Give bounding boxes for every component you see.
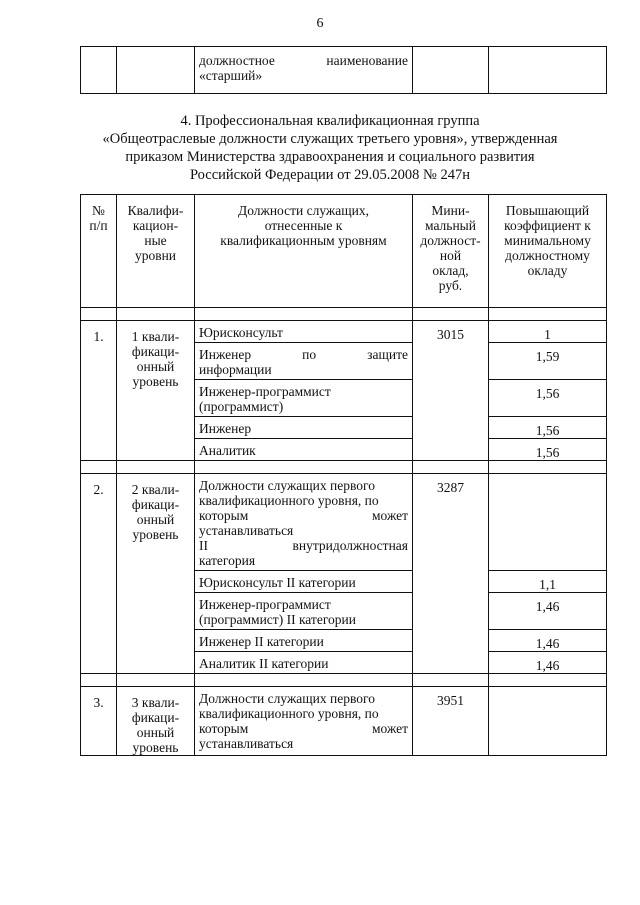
cell-line: устанавливаться [199,523,294,538]
spacer-cell [195,674,413,687]
section-heading [60,112,600,184]
qualification-level [117,321,195,461]
position-cell [195,687,413,756]
cell-line: квалификационным уровням [220,233,387,248]
heading-line: «Общеотраслевые должности служащих третьего уровня», утвержденная [102,131,558,147]
cell-line: Инженер [199,421,252,436]
cell-text: «старший» [199,68,263,83]
row-number: 2. [81,474,117,674]
qualification-table [80,194,607,756]
table-header-row [81,195,607,308]
heading-line: приказом Министерства здравоохранения и социального развития [125,149,535,165]
table-cell [195,47,413,94]
coefficient-cell [489,474,607,571]
table-cell [413,47,489,94]
cell-line: Инженер-программист [199,384,331,399]
cell-line: категория [199,553,256,568]
spacer-cell [413,461,489,474]
position-cell [195,652,413,674]
spacer-cell [81,461,117,474]
cell-line: уровни [134,248,177,263]
cell-line: устанавливаться [199,736,294,751]
position-cell [195,474,413,571]
coefficient-cell: 1,59 [489,343,607,380]
spacer-row [81,461,607,474]
coefficient-cell: 1,46 [489,593,607,630]
cell-line: уровень [132,527,179,542]
cell-line: онный [136,725,175,740]
spacer-cell [413,308,489,321]
cell-line: 3 квали- [131,695,180,710]
cell-line: фикаци- [131,710,180,725]
position-cell [195,380,413,417]
spacer-cell [81,308,117,321]
coefficient-cell: 1,56 [489,380,607,417]
spacer-cell [195,461,413,474]
cell-line: Юрисконсульт [199,325,283,340]
row-number: 1. [81,321,117,461]
cell-line: 2 квали- [131,482,180,497]
cell-word: II [199,538,208,553]
cell-line: ной [439,248,462,263]
cell-line: Инженер II категории [199,634,324,649]
spacer-cell [117,674,195,687]
header-salary [413,195,489,308]
spacer-row [81,308,607,321]
cell-line: онный [136,359,175,374]
cell-line: Инженер-программист [199,597,331,612]
header-num [81,195,117,308]
cell-line: (программист) [199,399,284,414]
cell-line: фикаци- [131,497,180,512]
coefficient-cell: 1,46 [489,652,607,674]
cell-line: руб. [438,278,463,293]
table-row [81,47,607,94]
cell-line: коэффициент к [504,218,591,233]
cell-word: Инженер [199,347,252,362]
cell-line: Повышающий [505,203,590,218]
cell-line: Должности служащих первого [199,478,375,493]
continued-table [80,46,607,94]
table-cell [81,47,117,94]
spacer-cell [489,674,607,687]
position-cell [195,343,413,380]
header-positions [195,195,413,308]
cell-line: фикаци- [131,344,180,359]
table-row [81,321,607,343]
cell-line: уровень [132,374,179,389]
cell-text: наименование [326,53,408,68]
spacer-row [81,674,607,687]
cell-line: Квалифи- [127,203,184,218]
spacer-cell [81,674,117,687]
coefficient-cell: 1 [489,321,607,343]
spacer-cell [489,461,607,474]
spacer-cell [195,308,413,321]
cell-word: по [302,347,317,362]
cell-word: может [372,508,408,523]
qualification-level [117,474,195,674]
coefficient-cell: 1,56 [489,417,607,439]
table-row [81,474,607,571]
cell-line: минимальному [504,233,591,248]
position-cell [195,321,413,343]
header-level [117,195,195,308]
position-cell [195,630,413,652]
row-number: 3. [81,687,117,756]
cell-line: Мини- [431,203,470,218]
heading-line: 4. Профессиональная квалификационная группа [180,113,480,129]
salary-cell: 3015 [413,321,489,461]
cell-line: отнесенные к [264,218,343,233]
cell-line: Должности служащих, [237,203,369,218]
position-cell [195,571,413,593]
cell-line [199,347,408,362]
cell-line: мальный [425,218,476,233]
coefficient-cell: 1,1 [489,571,607,593]
cell-line: должностному [505,248,590,263]
cell-line: № [92,203,105,218]
position-cell [195,417,413,439]
cell-line: квалификационного уровня, по [199,706,379,721]
coefficient-cell: 1,46 [489,630,607,652]
cell-line: информации [199,362,272,377]
cell-line: 1 квали- [131,329,180,344]
cell-line: онный [136,512,175,527]
spacer-cell [489,308,607,321]
cell-line: Аналитик II категории [199,656,329,671]
cell-word: которым [199,508,249,523]
spacer-cell [117,461,195,474]
cell-line: оклад, [432,263,469,278]
coefficient-cell [489,687,607,756]
qualification-level [117,687,195,756]
cell-text: должностное [199,53,275,68]
cell-line: (программист) II категории [199,612,356,627]
position-cell [195,593,413,630]
table-cell [117,47,195,94]
salary-cell: 3951 [413,687,489,756]
cell-word: защите [367,347,408,362]
coefficient-cell: 1,56 [489,439,607,461]
cell-word: внутридолжностная [292,538,408,553]
salary-cell: 3287 [413,474,489,674]
cell-line: Юрисконсульт II категории [199,575,356,590]
cell-line: квалификационного уровня, по [199,493,379,508]
cell-line: окладу [527,263,568,278]
table-cell [489,47,607,94]
cell-line: кацион- [132,218,179,233]
cell-line: ные [144,233,167,248]
cell-line [199,721,408,736]
spacer-cell [413,674,489,687]
page-number: 6 [316,16,324,31]
cell-line: должност- [420,233,481,248]
cell-line: п/п [89,218,108,233]
cell-line: Должности служащих первого [199,691,375,706]
cell-word: которым [199,721,249,736]
cell-line [199,508,408,523]
heading-line: Российской Федерации от 29.05.2008 № 247н [189,167,471,183]
cell-line [199,538,408,553]
table-row [81,687,607,756]
cell-line: уровень [132,740,179,755]
position-cell [195,439,413,461]
cell-word: может [372,721,408,736]
spacer-cell [117,308,195,321]
cell-line: Аналитик [199,443,256,458]
header-coef [489,195,607,308]
